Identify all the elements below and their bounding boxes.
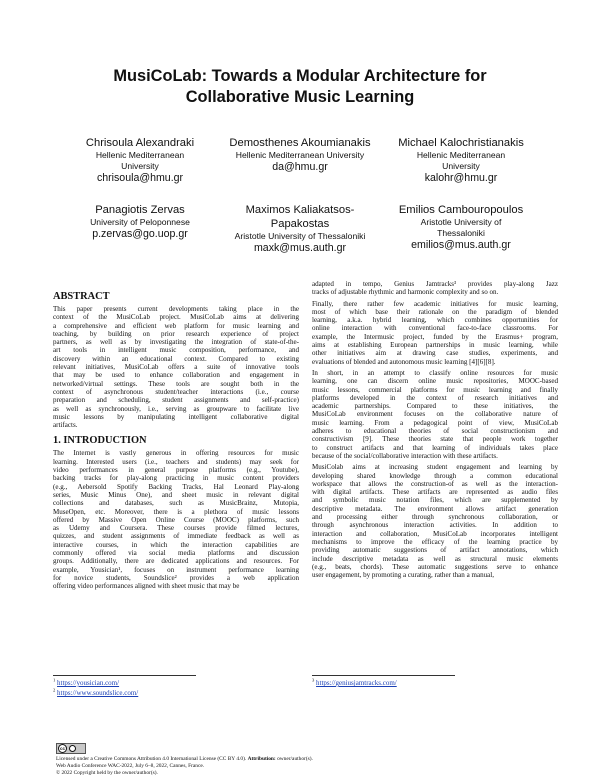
text-line: as well as synchronously, i.e., serving as groupware to facilitate live [53, 404, 299, 413]
text-line: online interaction with conventional face-to-face classrooms. For [312, 324, 558, 333]
author-name: Maximos Kaliakatsos- [245, 204, 355, 216]
text-line: academic partnerships. Compared to these initiatives, the [312, 402, 558, 411]
text-line: to construct artifacts and that learning of individuals takes place [312, 443, 558, 452]
text-line: for novice students, Soundslice² provides a web application [53, 573, 299, 582]
author-email: maxk@mus.auth.gr [253, 242, 346, 254]
right-column [312, 280, 558, 582]
text-line: adheres to educational theories of social constructionism and [312, 427, 558, 436]
author-affiliation: Aristotle University of [420, 217, 502, 227]
author-email: chrisoula@hmu.gr [96, 172, 184, 184]
text-line: platforms developed in the context of research initiatives and [312, 393, 558, 402]
footnote-mark: 1 [53, 677, 56, 683]
abstract-paragraph [53, 305, 299, 429]
title-line-2: Collaborative Music Learning [185, 88, 415, 106]
cc-by-badge [56, 743, 86, 754]
footnote-link[interactable]: https://yousician.com/ [57, 679, 120, 687]
text-line: (e.g., beats, chords). These automatic suggestions serve to enhance [312, 562, 558, 571]
text-line: preparation and scheduling, student assignments and self-practice) [53, 396, 299, 405]
text-line: commonly offered via social media platforms and discussion [53, 549, 299, 558]
footnote-rule [312, 675, 455, 676]
text-line: discovery within an educational context. Compared to existing [53, 354, 299, 363]
author-block [211, 136, 389, 174]
author-affiliation: University of Peloponnese [90, 217, 190, 227]
attribution-icon [69, 745, 76, 752]
license-text-end: owner/author(s). [275, 756, 313, 762]
text-line: interaction and collaboration, MusiCoLab incorporates intelligent [312, 529, 558, 538]
body-paragraph [312, 369, 558, 460]
author-name: Panagiotis Zervas [95, 204, 185, 216]
text-line: interactive courses, in which the interaction capabilities are [53, 540, 299, 549]
text-line: video performances in general purpose platforms (e.g., Youtube), [53, 466, 299, 475]
text-line: and symbolic music notation files, which are supplemented by [312, 496, 558, 505]
author-email: da@hmu.gr [272, 161, 328, 173]
text-line: providing automatic suggestions of artifact annotations, which [312, 546, 558, 555]
author-block [372, 203, 550, 252]
text-line: music lessons, commercial platforms for music learning and finally [312, 385, 558, 394]
text-line: through asynchronous interaction activities. In addition to [312, 521, 558, 530]
text-line: example, Yousician¹, focuses on instrument performance learning [53, 565, 299, 574]
text-line: relevant initiatives, MusiCoLab offers a suite of innovative tools [53, 363, 299, 372]
author-block [51, 203, 229, 241]
title-line-1: MusiCoLab: Towards a Modular Architecture for [113, 67, 487, 85]
author-affiliation: Hellenic Mediterranean University [235, 150, 365, 160]
text-line: context of asynchronous student/teacher interactions (i.e., course [53, 387, 299, 396]
author-block [372, 136, 550, 185]
text-line: quizzes, and student assignments of immediate feedback as well as [53, 532, 299, 541]
text-line: MusiColab aims at increasing student engagement and learning by [312, 463, 558, 472]
text-line: music lessons by manipulating intelligent collaborative digital [53, 412, 299, 421]
left-column [53, 291, 299, 594]
text-line: artifacts. [53, 421, 78, 430]
text-line: In short, in an attempt to classify online resources for music [312, 368, 558, 377]
author-affiliation: Thessaloniki [437, 228, 485, 238]
text-line: Finally, there rather few academic initiatives for music learning, [312, 299, 558, 308]
text-line: backing tracks for play-along practicing in music content providers [53, 474, 299, 483]
text-line: workspace that allows the construction-of as well as the interaction- [312, 479, 558, 488]
creative-commons-icon: cc [59, 746, 65, 751]
text-line: networked/virtual settings. These tools are sought both in the [53, 379, 299, 388]
text-line: a comprehensive and efficient web platform for music learning and [53, 321, 299, 330]
author-name: Demosthenes Akoumianakis [229, 137, 371, 149]
text-line: MusiCoLab environment focuses on the collaborative nature of [312, 410, 558, 419]
text-line: music learning. From a pedagogical point of view, MusiCoLab [312, 418, 558, 427]
author-affiliation: University [442, 161, 480, 171]
body-paragraph [312, 463, 558, 579]
author-email: emilios@mus.auth.gr [411, 239, 511, 251]
text-line: offering video performances aligned with sheet music that may be [53, 582, 240, 591]
text-line: mechanisms to improve the efficacy of the learning practice by [312, 537, 558, 546]
footnote-2 [53, 689, 138, 698]
text-line: example, the Intermusic project, funded by the Erasmus+ program, [312, 332, 558, 341]
text-line: offered by Massive Open Online Course (MOOC) platforms, such [53, 515, 299, 524]
author-name: Emilios Cambouropoulos [398, 204, 524, 216]
author-block [51, 136, 229, 185]
author-affiliation: Hellenic Mediterranean [95, 150, 185, 160]
abstract-heading: ABSTRACT [53, 291, 110, 302]
text-line: teaching, by building on prior research experience of project [53, 329, 299, 338]
text-line: that may be used to enhance collaboration and engagement in [53, 371, 299, 380]
text-line: learning. Interested users (i.e., teachers and students) may seek for [53, 457, 299, 466]
author-affiliation: University [121, 161, 159, 171]
author-affiliation: Hellenic Mediterranean [416, 150, 506, 160]
text-line: (e.g., Aebersold Spotify Backing Tracks, Hal Leonard Play-along [53, 482, 299, 491]
text-line: and processing either through synchronous collaboration, or [312, 513, 558, 522]
body-paragraph [312, 300, 558, 366]
text-line: developing shared knowledge through a common educational [312, 471, 558, 480]
text-line: The Internet is vastly generous in offering resources for music [53, 449, 299, 458]
text-line: as Udemy and Coursera. These courses provide filmed lectures, [53, 524, 299, 533]
author-name: Chrisoula Alexandraki [85, 137, 195, 149]
footnote-mark: 2 [53, 687, 56, 693]
text-line: series, Music Minus One), and sheet music in relevant digital [53, 490, 299, 499]
text-line: MuseOpen, etc. Moreover, there is a plethora of music lessons [53, 507, 299, 516]
introduction-heading: 1. INTRODUCTION [53, 435, 147, 447]
text-line: constructivism [9]. These theories state that people work together [312, 435, 558, 444]
text-line: descriptive metadata. The environment allows artifact generation [312, 504, 558, 513]
text-line: include descriptive metadata as well as structural music elements [312, 554, 558, 563]
text-line: aims at establishing European partnerships in music learning, while [312, 341, 558, 350]
body-paragraph [312, 280, 558, 297]
copyright-line: © 2022 Copyright held by the owner/author(s). [56, 770, 158, 776]
text-line: partners, as well as by investigating the integration of state-of-the- [53, 338, 299, 347]
text-line: collections and databases, such as MusicBrainz, Mutopia, [53, 499, 299, 508]
license-text: Licensed under a Creative Commons Attribution 4.0 International License (CC BY 4.0). [56, 756, 248, 762]
author-email: kalohr@hmu.gr [424, 172, 498, 184]
footnote-mark: 3 [312, 677, 315, 683]
text-line: most of which base their rationale on the paradigm of blended [312, 307, 558, 316]
text-line: context of the MusiCoLab project. MusiCoLab aims at delivering [53, 313, 299, 322]
footnote-link[interactable]: https://geniusjamtracks.com/ [316, 679, 397, 687]
footnote-3 [312, 679, 397, 688]
license-attribution-label: Attribution: [247, 756, 276, 762]
conference-line: Web Audio Conference WAC-2022, July 6–8, 2022, Cannes, France. [56, 763, 205, 769]
text-line: learning, one can discern online music repositories, MOOC-based [312, 377, 558, 386]
text-line: other initiatives aim at drawing case studies, experiments, and [312, 349, 558, 358]
introduction-paragraph [53, 449, 299, 590]
text-line: with digital artifacts. These artifacts are represented as audio files [312, 488, 558, 497]
author-name: Michael Kalochristianakis [398, 137, 524, 149]
author-affiliation: Aristotle University of Thessaloniki [234, 231, 366, 241]
text-line: tracks of adjustable rhythmic and harmonic complexity and so on. [312, 288, 499, 297]
text-line: art tools in intelligent music composition, performance, and [53, 346, 299, 355]
text-line: learning, a.k.a. hybrid learning, which combines opportunities for [312, 316, 558, 325]
author-name: Papakostas [270, 218, 330, 230]
text-line: This paper presents current developments taking place in the [53, 305, 299, 313]
text-line: because of the social/collaborative interaction with these artifacts. [312, 451, 498, 460]
author-block [211, 203, 389, 255]
author-email: p.zervas@go.uop.gr [92, 228, 188, 240]
text-line: adapted in tempo, Genius Jamtracks³ provides play-along Jazz [312, 280, 558, 288]
text-line: evaluations of blended and autonomous music learning [4][6][8]. [312, 357, 496, 366]
paper-title [40, 66, 560, 108]
footnote-rule [53, 675, 196, 676]
text-line: groups. Additionally, there are dedicated applications and resources. For [53, 557, 299, 566]
footnote-1 [53, 679, 119, 688]
text-line: user engagement, by promoting a curating, rather than a manual, [312, 571, 494, 580]
footnote-link[interactable]: https://www.soundslice.com/ [57, 689, 139, 697]
